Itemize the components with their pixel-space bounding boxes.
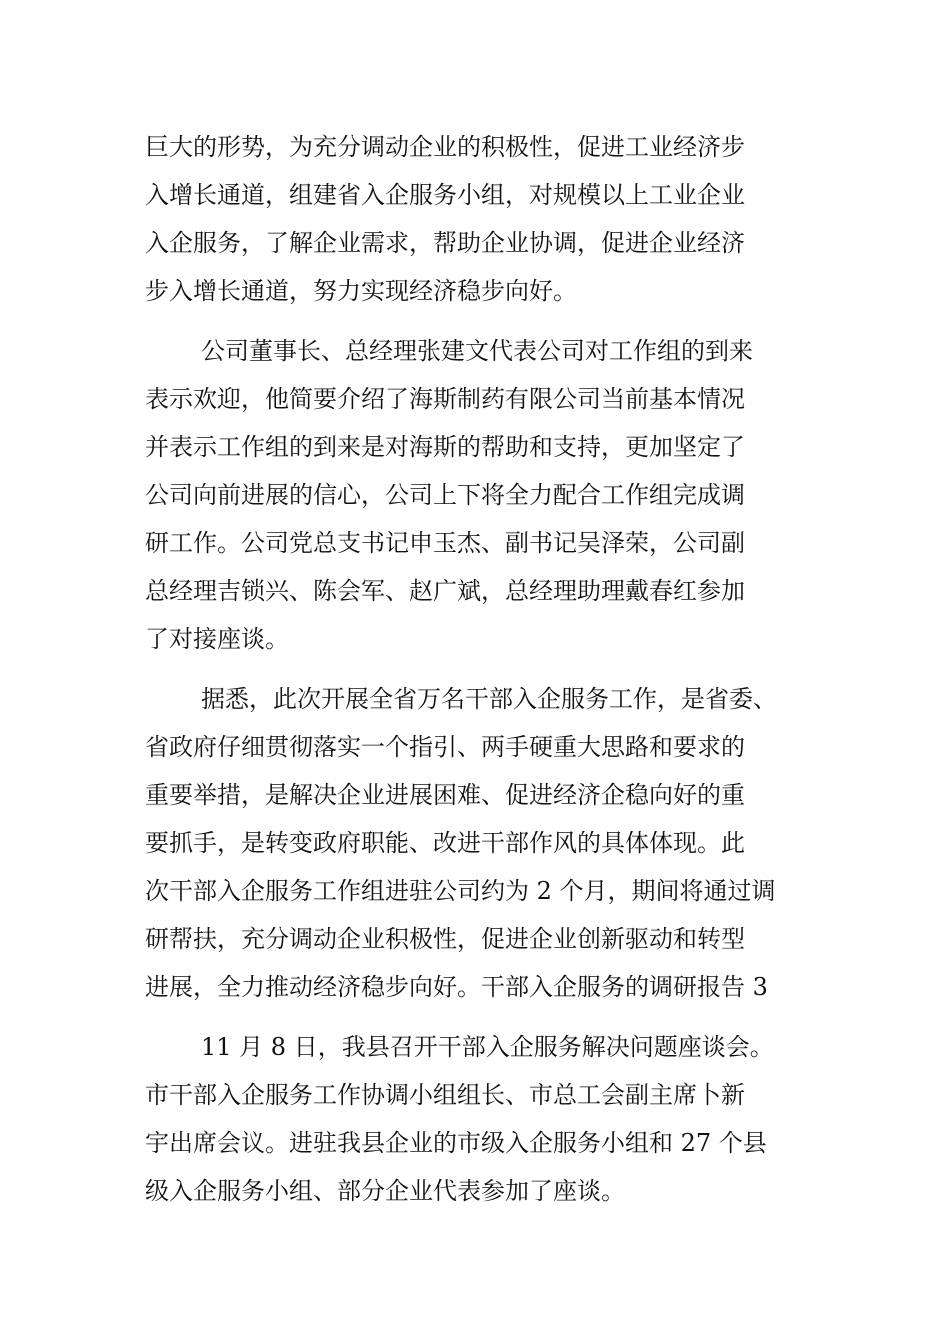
text-line: 重要举措，是解决企业进展困难、促进经济企稳向好的重	[145, 781, 745, 809]
text-line: 次干部入企服务工作组进驻公司约为 2 个月，期间将通过调	[145, 877, 776, 905]
text-line: 研帮扶，充分调动企业积极性，促进企业创新驱动和转型	[145, 925, 745, 953]
text-line: 入企服务，了解企业需求，帮助企业协调，促进企业经济	[145, 229, 745, 257]
text-line: 要抓手，是转变政府职能、改进干部作风的具体体现。此	[145, 829, 745, 857]
text-line: 市干部入企服务工作协调小组组长、市总工会副主席卜新	[145, 1081, 745, 1109]
text-line: 据悉，此次开展全省万名干部入企服务工作，是省委、	[201, 685, 777, 713]
text-line: 总经理吉锁兴、陈会军、赵广斌，总经理助理戴春红参加	[145, 577, 745, 605]
text-line: 11 月 8 日，我县召开干部入企服务解决问题座谈会。	[201, 1033, 774, 1061]
paragraph-2	[145, 327, 825, 663]
text-line: 研工作。公司党总支书记申玉杰、副书记吴泽荣，公司副	[145, 529, 745, 557]
paragraph-3	[145, 675, 825, 1011]
text-line: 进展，全力推动经济稳步向好。干部入企服务的调研报告 3	[145, 973, 768, 1001]
text-line: 巨大的形势，为充分调动企业的积极性，促进工业经济步	[145, 133, 745, 161]
text-line: 省政府仔细贯彻落实一个指引、两手硬重大思路和要求的	[145, 733, 745, 761]
text-line: 级入企服务小组、部分企业代表参加了座谈。	[145, 1177, 625, 1205]
text-line: 公司董事长、总经理张建文代表公司对工作组的到来	[201, 337, 753, 365]
text-line: 宇出席会议。进驻我县企业的市级入企服务小组和 27 个县	[145, 1129, 767, 1157]
text-line: 了对接座谈。	[145, 625, 289, 653]
text-line: 入增长通道，组建省入企服务小组，对规模以上工业企业	[145, 181, 745, 209]
text-line: 步入增长通道，努力实现经济稳步向好。	[145, 277, 577, 305]
paragraph-4	[145, 1023, 825, 1215]
text-line: 并表示工作组的到来是对海斯的帮助和支持，更加坚定了	[145, 433, 745, 461]
text-line: 公司向前进展的信心，公司上下将全力配合工作组完成调	[145, 481, 745, 509]
paragraph-1	[145, 123, 825, 315]
text-line: 表示欢迎，他简要介绍了海斯制药有限公司当前基本情况	[145, 385, 745, 413]
